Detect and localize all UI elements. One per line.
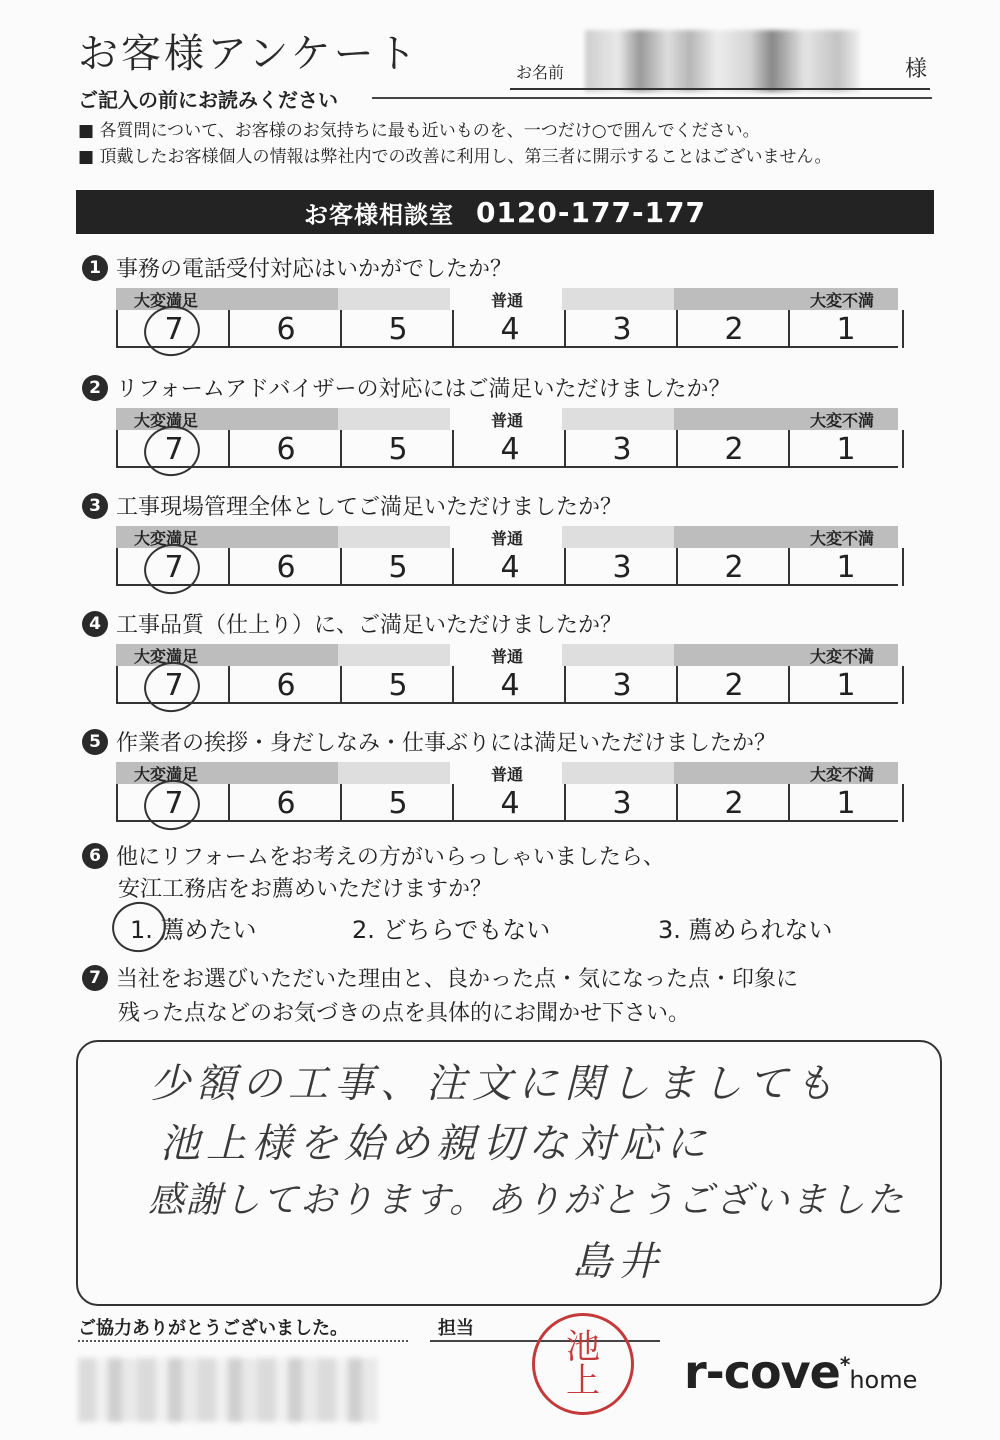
scale-band (562, 408, 674, 430)
question-6 (82, 840, 665, 871)
scale-label-worst: 大変不満 (809, 290, 874, 310)
question-number-2: 2 (82, 375, 108, 401)
scale-band (674, 288, 786, 310)
scale-option-6[interactable]: 6 (228, 430, 342, 468)
logo-mark: * (839, 1352, 850, 1377)
scale-option-3[interactable]: 3 (564, 310, 678, 348)
staff-label: 担当 (438, 1318, 474, 1339)
scale-band (674, 644, 786, 666)
scale-option-2[interactable]: 2 (676, 548, 790, 586)
redacted-name (585, 30, 860, 92)
scale-baseline (116, 346, 898, 348)
scale-band (562, 526, 674, 548)
comment-line-1: 少額の工事、注文に関しましても (150, 1061, 840, 1107)
scale-option-2[interactable]: 2 (676, 430, 790, 468)
scale-option-2[interactable]: 2 (676, 666, 790, 704)
seal-char-bottom: 上 (566, 1361, 600, 1401)
scale-band (338, 526, 450, 548)
scale-label-worst: 大変不満 (809, 646, 874, 666)
scale-band (674, 408, 786, 430)
seal-char-top: 池 (566, 1327, 600, 1367)
thanks-text: ご協力ありがとうございました。 (78, 1318, 348, 1339)
name-field-line (510, 88, 930, 90)
scale-option-6[interactable]: 6 (228, 784, 342, 822)
logo-sub: home (849, 1366, 918, 1394)
question-3-text: 工事現場管理全体としてご満足いただけましたか？ (116, 495, 623, 520)
scale-label-best: 大変満足 (133, 764, 198, 784)
rating-scale-2 (116, 408, 898, 472)
scale-band (338, 762, 450, 784)
rating-scale-4 (116, 644, 898, 708)
notice-2: ■ 頂戴したお客様個人の情報は弊社内での改善に利用し、第三者に開示することはございません。 (78, 147, 832, 167)
scale-label-middle: 普通 (490, 528, 523, 548)
question-5 (82, 726, 776, 757)
scale-option-7[interactable]: 7 (116, 310, 230, 348)
scale-label-worst: 大変不満 (809, 528, 874, 548)
rating-scale-1 (116, 288, 898, 352)
scale-option-7[interactable]: 7 (116, 784, 230, 822)
question-7 (82, 962, 798, 993)
question-6-line1: 他にリフォームをお考えの方がいらっしゃいましたら、 (116, 845, 665, 870)
name-label: お名前 (516, 63, 565, 82)
scale-option-4[interactable]: 4 (452, 310, 566, 348)
scale-option-1[interactable]: 1 (788, 784, 904, 822)
scale-option-6[interactable]: 6 (228, 666, 342, 704)
scale-label-middle: 普通 (490, 764, 523, 784)
question-1-text: 事務の電話受付対応はいかがでしたか？ (116, 257, 513, 282)
scale-label-middle: 普通 (490, 410, 523, 430)
q6-selection-circle (107, 897, 170, 957)
scale-option-2[interactable]: 2 (676, 310, 790, 348)
scale-label-worst: 大変不満 (809, 764, 874, 784)
scale-option-4[interactable]: 4 (452, 666, 566, 704)
scale-label-best: 大変満足 (133, 528, 198, 548)
question-3 (82, 490, 622, 521)
question-number-7: 7 (82, 965, 108, 991)
scale-band (562, 762, 674, 784)
consultation-banner (76, 190, 934, 234)
scale-band (338, 408, 450, 430)
rating-scale-3 (116, 526, 898, 590)
scale-option-3[interactable]: 3 (564, 666, 678, 704)
scale-option-2[interactable]: 2 (676, 784, 790, 822)
rating-scale-5 (116, 762, 898, 826)
notice-1: ■ 各質問について、お客様のお気持ちに最も近いものを、一つだけ○で囲んでください。 (78, 121, 760, 141)
scale-option-5[interactable]: 5 (340, 548, 454, 586)
question-7-line1: 当社をお選びいただいた理由と、良かった点・気になった点・印象に (116, 967, 799, 992)
q6-option-1[interactable]: 1. 薦めたい (130, 916, 257, 944)
scale-option-5[interactable]: 5 (340, 784, 454, 822)
question-number-3: 3 (82, 493, 108, 519)
scale-option-5[interactable]: 5 (340, 430, 454, 468)
scale-band (562, 644, 674, 666)
survey-title: お客様アンケート (78, 31, 420, 77)
scale-option-4[interactable]: 4 (452, 430, 566, 468)
comment-signature: 島井 (572, 1239, 664, 1285)
redacted-address (78, 1358, 378, 1422)
question-number-4: 4 (82, 611, 108, 637)
scale-label-middle: 普通 (490, 290, 523, 310)
scale-option-5[interactable]: 5 (340, 666, 454, 704)
question-4-text: 工事品質（仕上り）に、ご満足いただけましたか？ (116, 613, 623, 638)
thanks-rule (78, 1340, 408, 1342)
banner-label: お客様相談室 (303, 200, 454, 229)
scale-option-1[interactable]: 1 (788, 430, 904, 468)
scale-option-3[interactable]: 3 (564, 430, 678, 468)
question-4 (82, 608, 622, 639)
question-number-1: 1 (82, 255, 108, 281)
scale-option-7[interactable]: 7 (116, 666, 230, 704)
scale-baseline (116, 702, 898, 704)
scale-option-1[interactable]: 1 (788, 310, 904, 348)
question-2-text: リフォームアドバイザーの対応にはご満足いただけましたか？ (116, 377, 731, 402)
scale-baseline (116, 466, 898, 468)
scale-band (338, 288, 450, 310)
q6-option-2[interactable]: 2. どちらでもない (352, 916, 551, 944)
scale-band (674, 526, 786, 548)
question-5-text: 作業者の挨拶・身だしなみ・仕事ぶりには満足いただけましたか？ (116, 731, 777, 756)
scale-option-6[interactable]: 6 (228, 548, 342, 586)
company-logo (684, 1345, 917, 1399)
question-1 (82, 252, 512, 283)
question-number-6: 6 (82, 843, 108, 869)
scale-label-middle: 普通 (490, 646, 523, 666)
read-heading-rule (372, 97, 932, 99)
comment-line-2: 池上様を始め親切な対応に (160, 1121, 712, 1167)
scale-label-worst: 大変不満 (809, 410, 874, 430)
scale-label-best: 大変満足 (133, 646, 198, 666)
scale-label-best: 大変満足 (133, 410, 198, 430)
question-number-5: 5 (82, 729, 108, 755)
scale-band (338, 644, 450, 666)
banner-phone: 0120-177-177 (475, 195, 707, 229)
logo-main: r-cove (684, 1345, 840, 1399)
scale-option-7[interactable]: 7 (116, 430, 230, 468)
scale-option-7[interactable]: 7 (116, 548, 230, 586)
scale-baseline (116, 584, 898, 586)
read-heading: ご記入の前にお読みください (78, 88, 338, 112)
staff-seal (532, 1313, 634, 1415)
scale-baseline (116, 820, 898, 822)
scale-band (562, 288, 674, 310)
scale-option-4[interactable]: 4 (452, 784, 566, 822)
scale-band (674, 762, 786, 784)
scale-option-4[interactable]: 4 (452, 548, 566, 586)
scale-option-3[interactable]: 3 (564, 548, 678, 586)
scale-option-1[interactable]: 1 (788, 548, 904, 586)
scale-label-best: 大変満足 (133, 290, 198, 310)
q6-option-3[interactable]: 3. 薦められない (658, 916, 833, 944)
comment-line-3: 感謝しております。ありがとうございました (148, 1180, 906, 1221)
scale-option-1[interactable]: 1 (788, 666, 904, 704)
scale-option-5[interactable]: 5 (340, 310, 454, 348)
question-2 (82, 372, 730, 403)
scale-option-6[interactable]: 6 (228, 310, 342, 348)
question-7-line2: 残った点などのお気づきの点を具体的にお聞かせ下さい。 (118, 1001, 691, 1026)
scale-option-3[interactable]: 3 (564, 784, 678, 822)
honorific: 様 (905, 57, 928, 82)
question-6-line2: 安江工務店をお薦めいただけますか？ (118, 877, 493, 902)
